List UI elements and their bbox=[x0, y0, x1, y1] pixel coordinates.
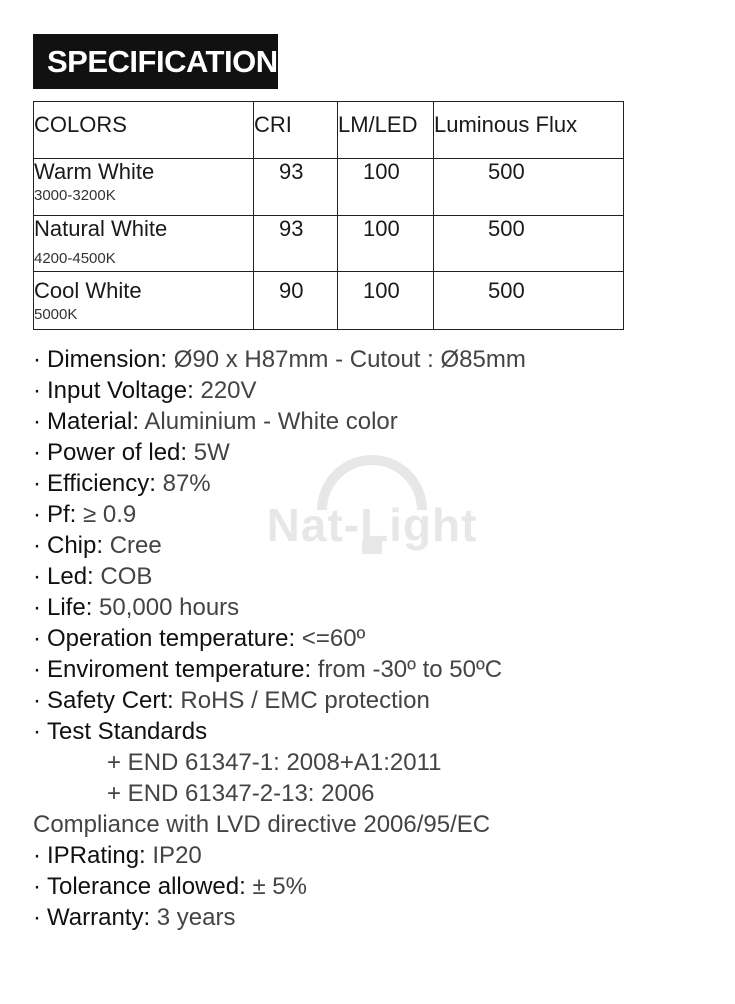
spec-value: from -30º to 50ºC bbox=[311, 656, 503, 683]
color-name: Natural White bbox=[34, 216, 168, 241]
color-name: Cool White bbox=[34, 278, 142, 303]
spec-warranty: · Warranty: 3 years bbox=[33, 904, 236, 931]
spec-label: Test Standards bbox=[47, 718, 208, 745]
spec-label: Led: bbox=[47, 563, 94, 590]
spec-value: COB bbox=[93, 563, 153, 590]
spec-efficiency: · Efficiency: 87% bbox=[33, 470, 211, 497]
spec-label: Input Voltage: bbox=[47, 377, 194, 404]
spec-power: · Power of led: 5W bbox=[33, 439, 230, 466]
spec-value: 87% bbox=[155, 470, 211, 497]
color-name: Warm White bbox=[34, 159, 155, 184]
standard-item: + END 61347-2-13: 2006 bbox=[107, 780, 375, 807]
spec-value: ≥ 0.9 bbox=[76, 501, 137, 528]
spec-label: Power of led: bbox=[47, 439, 188, 466]
table-row bbox=[34, 216, 624, 272]
spec-label: Enviroment temperature: bbox=[47, 656, 312, 683]
spec-value: <=60º bbox=[295, 625, 366, 652]
spec-life: · Life: 50,000 hours bbox=[33, 594, 240, 621]
lm-cell: 100 bbox=[338, 216, 434, 272]
flux-cell: 500 bbox=[434, 159, 624, 216]
cri-cell: 93 bbox=[254, 216, 338, 272]
spec-operation-temperature: · Operation temperature: <=60º bbox=[33, 625, 366, 652]
spec-ip-rating: · IPRating: IP20 bbox=[33, 842, 202, 869]
lm-cell: 100 bbox=[338, 272, 434, 330]
compliance-text: Compliance with LVD directive 2006/95/EC bbox=[33, 811, 491, 838]
table-row bbox=[34, 159, 624, 216]
spec-led: · Led: COB bbox=[33, 563, 153, 590]
spec-test-standards: · Test Standards bbox=[33, 718, 208, 745]
lm-cell: 100 bbox=[338, 159, 434, 216]
spec-value: RoHS / EMC protection bbox=[173, 687, 430, 714]
standard-item: + END 61347-1: 2008+A1:2011 bbox=[107, 749, 442, 776]
spec-value: 5W bbox=[187, 439, 230, 466]
spec-label: Tolerance allowed: bbox=[47, 873, 246, 900]
color-cell bbox=[34, 216, 254, 272]
spec-label: Safety Cert: bbox=[47, 687, 174, 714]
color-cell bbox=[34, 272, 254, 330]
cri-cell: 90 bbox=[254, 272, 338, 330]
header-colors: COLORS bbox=[34, 102, 254, 159]
spec-chip: · Chip: Cree bbox=[33, 532, 162, 559]
spec-label: Life: bbox=[47, 594, 93, 621]
color-kelvin: 5000K bbox=[34, 306, 78, 323]
spec-label: Operation temperature: bbox=[47, 625, 296, 652]
table-row bbox=[34, 272, 624, 330]
spec-label: Pf: bbox=[47, 501, 77, 528]
spec-label: Material: bbox=[47, 408, 140, 435]
spec-value: ± 5% bbox=[245, 873, 307, 900]
spec-value: 50,000 hours bbox=[92, 594, 240, 621]
spec-value: Ø90 x H87mm - Cutout : Ø85mm bbox=[167, 346, 526, 373]
spec-label: Chip: bbox=[47, 532, 104, 559]
spec-input-voltage: · Input Voltage: 220V bbox=[33, 377, 257, 404]
spec-pf: · Pf: ≥ 0.9 bbox=[33, 501, 137, 528]
spec-label: Dimension: bbox=[47, 346, 168, 373]
spec-value: Aluminium - White color bbox=[139, 408, 398, 435]
spec-value: 220V bbox=[193, 377, 257, 404]
flux-cell: 500 bbox=[434, 216, 624, 272]
cri-cell: 93 bbox=[254, 159, 338, 216]
watermark-text: Nat-Light bbox=[266, 499, 478, 551]
flux-cell: 500 bbox=[434, 272, 624, 330]
spec-value: Cree bbox=[103, 532, 162, 559]
table-header-row bbox=[34, 102, 624, 159]
spec-label: Warranty: bbox=[47, 904, 151, 931]
color-kelvin: 4200-4500K bbox=[34, 250, 116, 267]
spec-value: IP20 bbox=[145, 842, 202, 869]
spec-dimension: · Dimension: Ø90 x H87mm - Cutout : Ø85mm bbox=[33, 346, 526, 373]
header-lm-led: LM/LED bbox=[338, 102, 434, 159]
header-luminous-flux: Luminous Flux bbox=[434, 102, 624, 159]
spec-material: · Material: Aluminium - White color bbox=[33, 408, 398, 435]
spec-tolerance: · Tolerance allowed: ± 5% bbox=[33, 873, 307, 900]
header-cri: CRI bbox=[254, 102, 338, 159]
spec-table bbox=[33, 101, 624, 330]
spec-label: Efficiency: bbox=[47, 470, 156, 497]
color-kelvin: 3000-3200K bbox=[34, 187, 116, 204]
spec-list bbox=[33, 344, 723, 933]
color-cell bbox=[34, 159, 254, 216]
spec-value: 3 years bbox=[150, 904, 236, 931]
spec-safety-cert: · Safety Cert: RoHS / EMC protection bbox=[33, 687, 430, 714]
spec-enviroment-temperature: · Enviroment temperature: from -30º to 50ºC bbox=[33, 656, 503, 683]
spec-title: SPECIFICATION bbox=[33, 34, 278, 89]
spec-label: IPRating: bbox=[47, 842, 146, 869]
